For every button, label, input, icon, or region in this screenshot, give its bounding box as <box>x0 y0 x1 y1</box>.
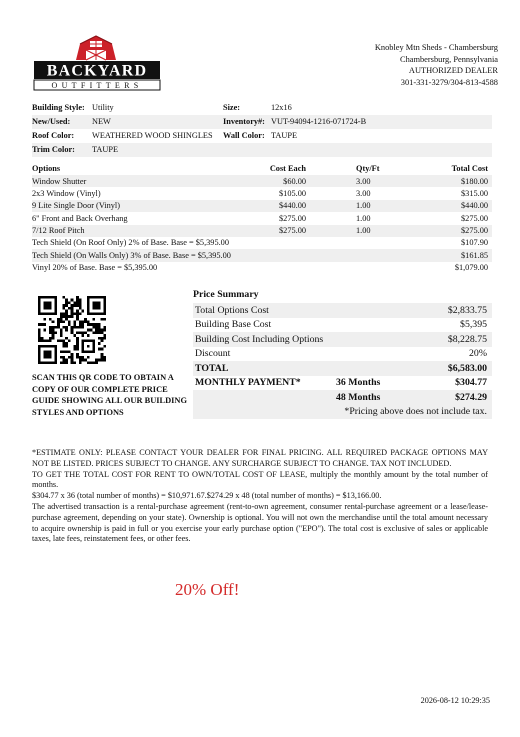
qr-code[interactable] <box>38 296 106 364</box>
disclaimer-rto: TO GET THE TOTAL COST FOR RENT TO OWN/TOTAL COST OF LEASE, multiply the monthly amount by the total number of months. <box>32 469 488 490</box>
summary-label: Building Cost Including Options <box>195 333 324 345</box>
trim-value: TAUPE <box>92 145 119 154</box>
new-used-label: New/Used: <box>32 117 71 126</box>
info-row <box>32 101 492 115</box>
total-value: $6,583.00 <box>447 362 487 374</box>
option-total: $275.00 <box>461 213 488 223</box>
summary-label: Discount <box>195 348 231 359</box>
option-name: 7/12 Roof Pitch <box>32 226 85 236</box>
summary-label: Building Base Cost <box>195 319 272 330</box>
disclaimer-estimate: *ESTIMATE ONLY: PLEASE CONTACT YOUR DEALER FOR FINAL PRICING. ALL REQUIRED PACKAGE OPTIONS MAY NOT BE LISTED. PRICES SUBJECT TO CHANGE. ANY SURCHARGE SUBJECT TO CHANGE. TAX NOT INCLUDED. <box>32 448 488 468</box>
option-name: Tech Shield (On Roof Only) 2% of Base. Base = $5,395.00 <box>32 238 229 248</box>
logo-wordmark: BACKYARD <box>46 62 148 80</box>
monthly-row <box>193 376 492 391</box>
summary-value: $5,395 <box>460 319 487 330</box>
option-qty: 1.00 <box>356 201 371 211</box>
table-row <box>32 225 492 237</box>
wall-value: TAUPE <box>271 131 298 140</box>
wall-label: Wall Color: <box>223 131 265 140</box>
payment-36: $304.77 <box>455 377 487 388</box>
promo-text: 20% Off! <box>175 580 240 599</box>
disclaimer-calc: $304.77 x 36 (total number of months) = $10,971.67.$274.29 x 48 (total number of months) = $13,166.00. <box>32 491 382 501</box>
inventory-value: VUT-94094-1216-071724-B <box>271 117 367 126</box>
table-row <box>32 200 492 212</box>
option-total: $1,079.00 <box>454 263 488 273</box>
header-qty: Qty/Ft <box>356 163 380 173</box>
disclaimer <box>32 448 488 545</box>
trim-label: Trim Color: <box>32 145 75 154</box>
option-total: $180.00 <box>461 176 488 186</box>
option-name: Vinyl 20% of Base. Base = $5,395.00 <box>32 263 158 273</box>
dealer-name: Knobley Mtn Sheds - Chambersburg <box>374 43 498 52</box>
option-total: $440.00 <box>461 201 488 211</box>
table-row <box>32 249 492 261</box>
summary-value: 20% <box>469 348 487 359</box>
options-table <box>32 162 492 274</box>
backyard-outfitters-logo <box>32 30 162 98</box>
qr-caption: SCAN THIS QR CODE TO OBTAIN A COPY OF OUR COMPLETE PRICE GUIDE SHOWING ALL OUR BUILDING STYLES AND OPTIONS <box>32 373 187 417</box>
barn-icon <box>76 36 116 60</box>
options-header <box>32 162 492 175</box>
tax-note: *Pricing above does not include tax. <box>193 405 492 419</box>
option-cost: $275.00 <box>279 213 306 223</box>
table-row <box>32 237 492 249</box>
summary-row <box>193 332 492 347</box>
style-value: Utility <box>92 103 114 112</box>
info-row <box>32 143 492 157</box>
option-qty: 1.00 <box>356 226 371 236</box>
option-total: $315.00 <box>461 188 488 198</box>
info-row <box>32 115 492 129</box>
term-48: 48 Months <box>336 391 381 403</box>
price-summary-title: Price Summary <box>193 289 259 300</box>
option-qty: 3.00 <box>356 188 371 198</box>
payment-48: $274.29 <box>455 391 487 403</box>
option-name: 2x3 Window (Vinyl) <box>32 188 101 198</box>
inventory-label: Inventory#: <box>223 117 265 126</box>
option-total: $161.85 <box>461 250 488 260</box>
total-label: TOTAL <box>195 362 229 374</box>
option-cost: $105.00 <box>279 188 306 198</box>
dealer-city: Chambersburg, Pennsylvania <box>399 54 498 64</box>
option-name: Tech Shield (On Walls Only) 3% of Base. Base = $5,395.00 <box>32 250 231 260</box>
summary-row <box>193 318 492 333</box>
roof-label: Roof Color: <box>32 131 75 140</box>
table-row <box>32 187 492 199</box>
logo-subwordmark: OUTFITTERS <box>51 81 143 90</box>
disclaimer-legal: The advertised transaction is a rental-purchase agreement (rent-to-own agreement, consumer rental-purchase agreement or a lease/lease-purchase agreement, depending on your state). Ownership is optional. You will not own the merchandise until the total amount necessary to acquire ownership is paid in full or you exercise your early purchase option ("EPO"). The total cost is exclusive of sales or applicable taxes, late fees, reinstatement fees, or other fees. <box>32 501 488 544</box>
price-summary <box>193 288 492 419</box>
option-name: Window Shutter <box>32 176 87 186</box>
option-total: $275.00 <box>461 226 488 236</box>
summary-value: $8,228.75 <box>447 333 487 345</box>
table-row <box>32 175 492 187</box>
table-row <box>32 262 492 274</box>
monthly-label: MONTHLY PAYMENT* <box>195 377 301 388</box>
option-name: 9 Lite Single Door (Vinyl) <box>32 201 120 211</box>
option-name: 6" Front and Back Overhang <box>32 213 128 223</box>
header-options: Options <box>32 163 61 173</box>
new-used-value: NEW <box>92 117 111 126</box>
header-total-cost: Total Cost <box>451 163 488 173</box>
option-total: $107.90 <box>461 238 488 248</box>
size-label: Size: <box>223 103 241 112</box>
header-cost-each: Cost Each <box>269 163 306 173</box>
info-row <box>32 129 492 143</box>
timestamp: 2026-08-12 10:29:35 <box>420 696 490 705</box>
summary-label: Total Options Cost <box>195 304 269 316</box>
term-36: 36 Months <box>336 377 381 388</box>
summary-row <box>193 303 492 318</box>
option-qty: 3.00 <box>356 176 371 186</box>
style-label: Building Style: <box>32 103 85 112</box>
option-cost: $60.00 <box>283 176 306 186</box>
table-row <box>32 212 492 224</box>
option-cost: $440.00 <box>279 201 306 211</box>
roof-value: WEATHERED WOOD SHINGLES <box>92 131 213 140</box>
building-info <box>32 101 492 157</box>
summary-row <box>193 347 492 362</box>
size-value: 12x16 <box>271 103 292 112</box>
dealer-info <box>375 42 498 88</box>
dealer-phone: 301-331-3279/304-813-4588 <box>400 77 498 87</box>
monthly-row <box>193 390 492 405</box>
option-qty: 1.00 <box>356 213 371 223</box>
summary-value: $2,833.75 <box>447 304 487 316</box>
summary-total-row <box>193 361 492 376</box>
dealer-status: AUTHORIZED DEALER <box>408 66 498 75</box>
option-cost: $275.00 <box>279 226 306 236</box>
